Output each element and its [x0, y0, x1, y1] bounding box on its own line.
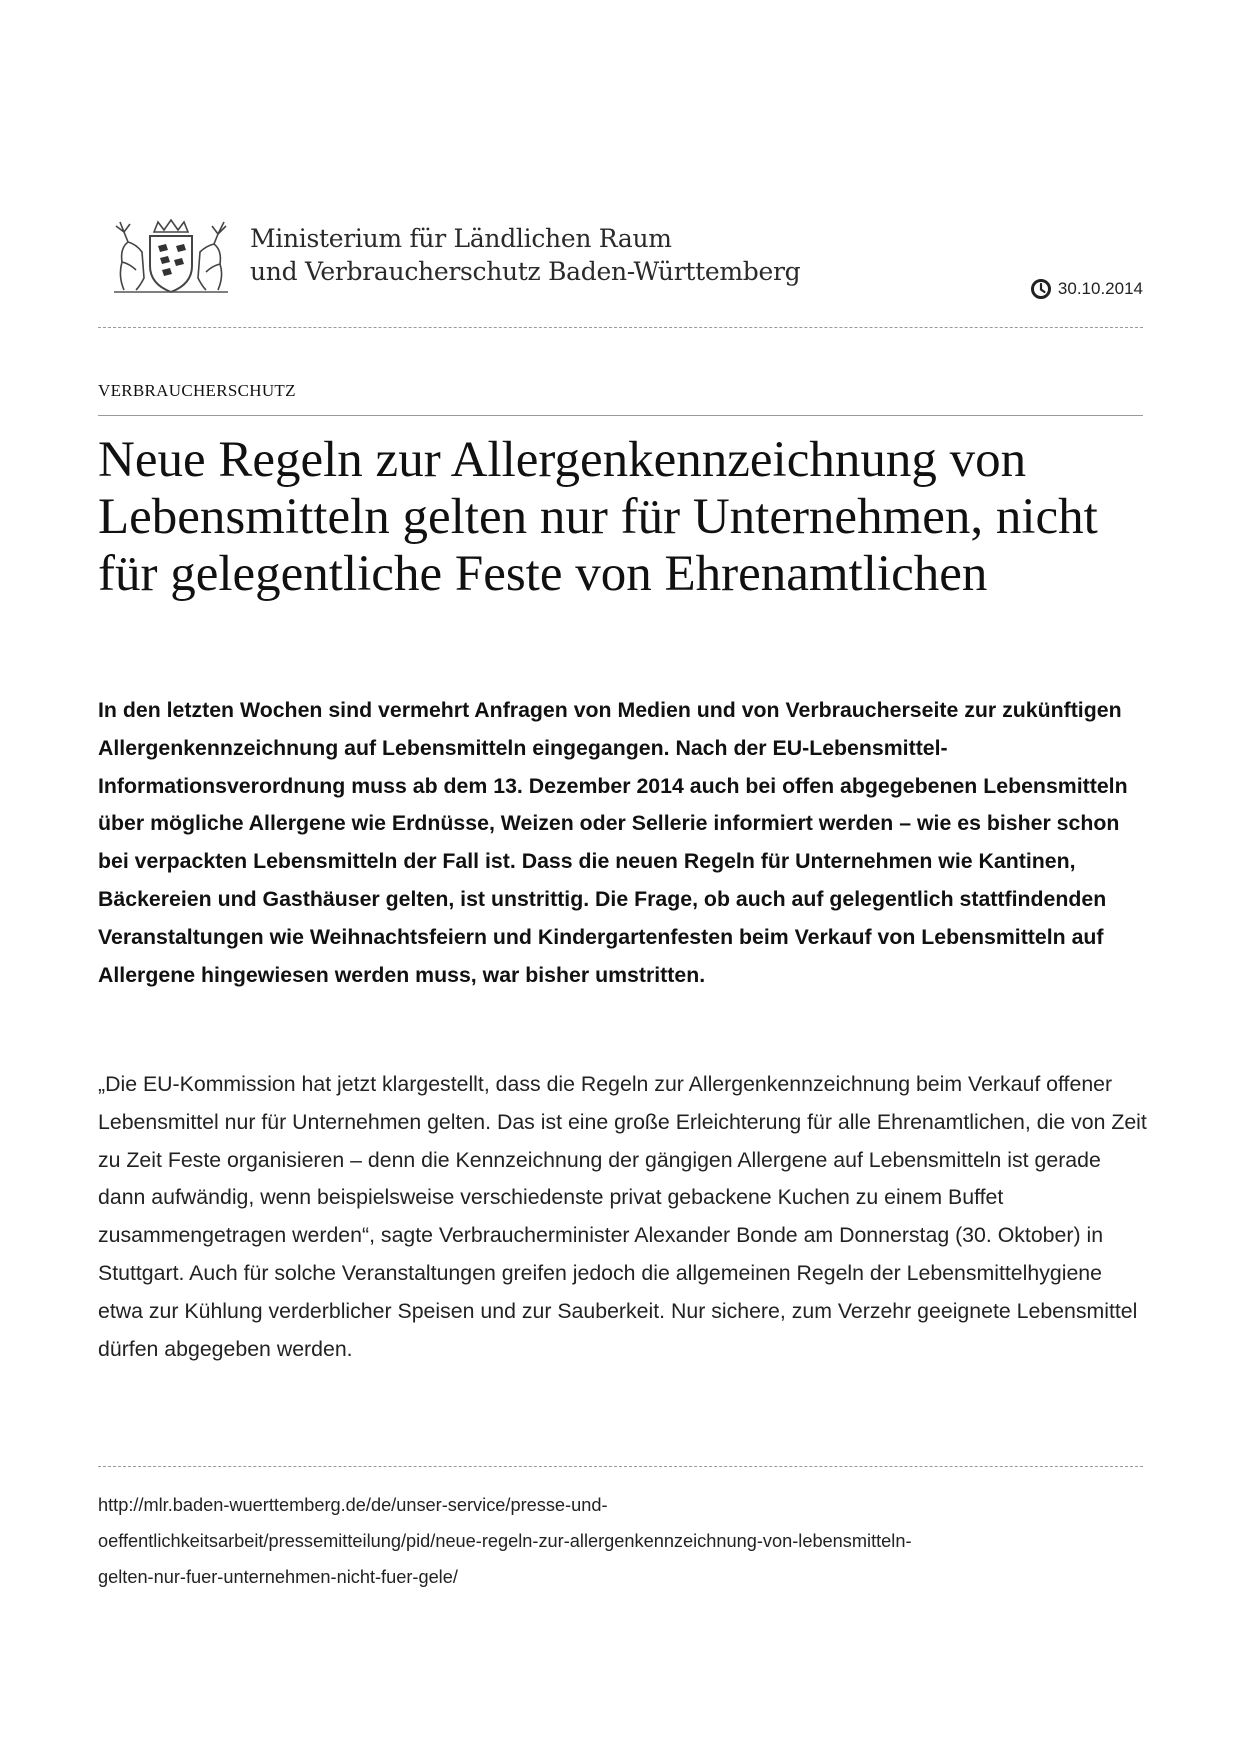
footer-divider [98, 1466, 1143, 1467]
page-header [98, 216, 1143, 306]
article-body: „Die EU-Kommission hat jetzt klargestellt, dass die Regeln zur Allergenkennzeichnung beim Verkauf offener Lebensmittel nur für Unternehmen gelten. Das ist eine große Erleichterung für alle Ehrenamtlichen, die von Zeit zu Zeit Feste organisieren – denn die Kennzeichnung der gängigen Allergene auf Lebensmitteln ist gerade dann aufwändig, wenn beispielsweise verschiedenste privat gebackene Kuchen zu einem Buffet zusammengetragen werden“, sagte Verbraucherminister Alexander Bonde am Donnerstag (30. Oktober) in Stuttgart. Auch für solche Veranstaltungen greifen jedoch die allgemeinen Regeln der Lebensmittelhygiene etwa zur Kühlung verderblicher Speisen und zur Sauberkeit. Nur sichere, zum Verzehr geeignete Lebensmittel dürfen abgegeben werden. [98, 1072, 1147, 1361]
coat-of-arms-icon [106, 218, 236, 296]
source-url-line2: oeffentlichkeitsarbeit/pressemitteilung/pid/neue-regeln-zur-allergenkennzeichnung-von-lebensmitteln- [98, 1531, 912, 1551]
header-divider [98, 327, 1143, 328]
article-lead: In den letzten Wochen sind vermehrt Anfragen von Medien und von Verbraucherseite zur zukünftigen Allergenkennzeichnung auf Lebensmitteln eingegangen. Nach der EU-Lebensmittel-Informationsverordnung muss ab dem 13. Dezember 2014 auch bei offen abgegebenen Lebensmitteln über mögliche Allergene wie Erdnüsse, Weizen oder Sellerie informiert werden – wie es bisher schon bei verpackten Lebensmitteln der Fall ist. Dass die neuen Regeln für Unternehmen wie Kantinen, Bäckereien und Gasthäuser gelten, ist unstrittig. Die Frage, ob auch auf gelegentlich stattfindenden Veranstaltungen wie Weihnachtsfeiern und Kindergartenfesten beim Verkauf von Lebensmitteln auf Allergene hingewiesen werden muss, war bisher umstritten. [98, 698, 1128, 987]
ministry-name-line1: Ministerium für Ländlichen Raum [250, 224, 672, 253]
source-url [98, 1487, 1148, 1595]
publication-date [1030, 278, 1143, 300]
ministry-name [250, 222, 800, 288]
article-category: VERBRAUCHERSCHUTZ [98, 381, 296, 400]
date-text: 30.10.2014 [1057, 279, 1143, 298]
category-divider [98, 415, 1143, 416]
clock-icon [1030, 278, 1052, 300]
article-title: Neue Regeln zur Allergenkennzeichnung von Lebensmitteln gelten nur für Unternehmen, nicht für gelegentliche Feste von Ehrenamtlichen [98, 432, 1098, 602]
source-url-line1: http://mlr.baden-wuerttemberg.de/de/unser-service/presse-und- [98, 1495, 608, 1515]
source-url-line3: gelten-nur-fuer-unternehmen-nicht-fuer-gele/ [98, 1567, 458, 1587]
ministry-name-line2: und Verbraucherschutz Baden-Württemberg [250, 257, 801, 286]
